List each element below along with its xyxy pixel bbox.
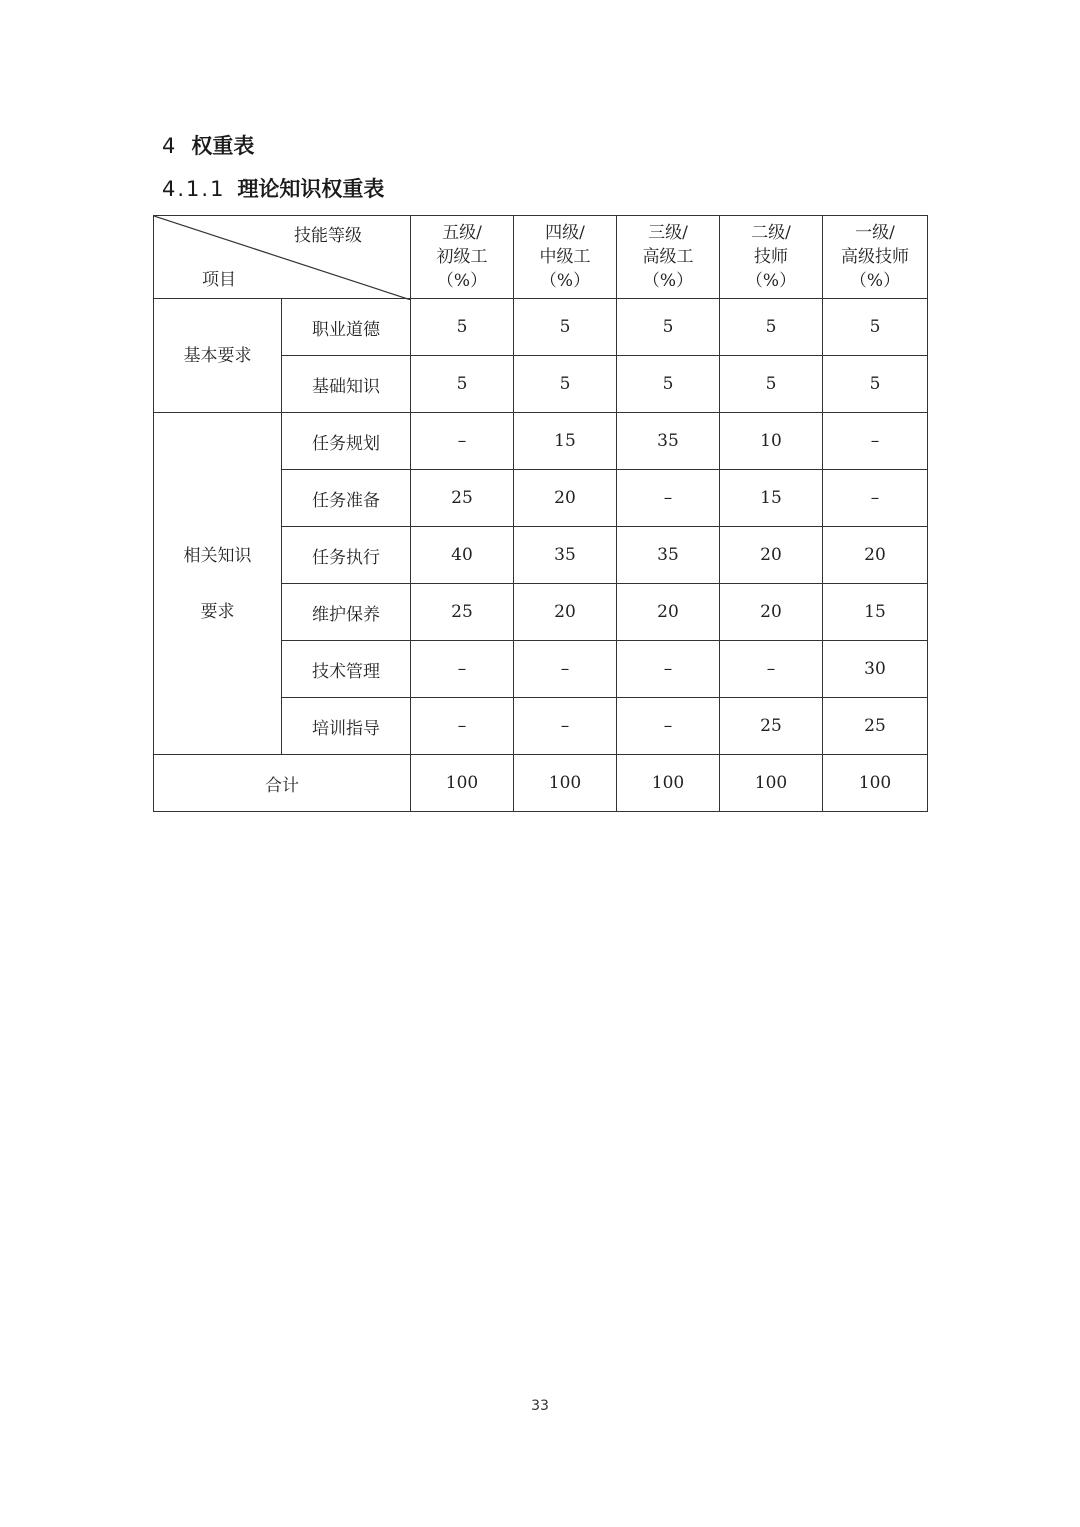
group-label-cell [154,299,282,413]
level-header-line1: 三级/ [648,223,688,243]
subsection-heading [162,173,384,203]
level-header-unit: （%） [849,271,901,291]
total-value-cell: 100 [720,755,823,812]
total-value-cell: 100 [514,755,617,812]
subsection-number: 4.1.1 [162,177,226,201]
item-label-cell: 培训指导 [282,698,411,755]
level-header-line2: 技师 [754,247,788,267]
weight-value-cell: 20 [514,584,617,641]
level-header-cell [720,216,823,299]
weight-value-cell: 20 [617,584,720,641]
level-header-cell [514,216,617,299]
weight-value-cell: 5 [411,299,514,356]
weight-value-cell: 5 [617,356,720,413]
item-label-cell: 任务规划 [282,413,411,470]
level-header-line2: 高级工 [642,247,694,267]
group-label-line: 基本要求 [183,345,252,366]
weight-value-cell: 25 [411,470,514,527]
weight-value-cell: 10 [720,413,823,470]
weight-value-cell: – [411,641,514,698]
weight-value-cell: 20 [823,527,928,584]
weight-value-cell: 5 [823,356,928,413]
weight-value-cell: 5 [823,299,928,356]
weight-value-cell: – [617,641,720,698]
item-label-cell: 职业道德 [282,299,411,356]
weight-value-cell: – [823,413,928,470]
weight-value-cell: – [514,641,617,698]
item-header-label: 项目 [202,270,236,290]
weight-value-cell: 25 [411,584,514,641]
total-row [154,755,928,812]
item-label-cell: 基础知识 [282,356,411,413]
corner-header-cell [154,216,411,299]
weight-value-cell: 35 [514,527,617,584]
group-label-line: 要求 [200,601,235,622]
group-label-line: 相关知识 [183,545,252,566]
section-title: 权重表 [191,134,255,158]
weight-value-cell: 5 [720,356,823,413]
weight-value-cell: 25 [720,698,823,755]
table-header-row [154,216,928,299]
level-header-line1: 一级/ [855,223,895,243]
level-header-line1: 二级/ [751,223,791,243]
weight-value-cell: – [514,698,617,755]
weight-value-cell: – [823,470,928,527]
item-label-cell: 维护保养 [282,584,411,641]
weight-value-cell: 40 [411,527,514,584]
level-header-unit: （%） [642,271,694,291]
total-value-cell: 100 [411,755,514,812]
level-header-cell [617,216,720,299]
weight-value-cell: – [720,641,823,698]
weight-value-cell: 20 [514,470,617,527]
table-row [154,299,928,356]
weight-value-cell: 5 [514,299,617,356]
level-header-cell [823,216,928,299]
total-label-cell: 合计 [154,755,411,812]
item-label-cell: 任务执行 [282,527,411,584]
weight-value-cell: – [617,470,720,527]
weight-value-cell: 35 [617,527,720,584]
level-header-cell [411,216,514,299]
weight-value-cell: 5 [514,356,617,413]
weight-table [153,215,928,812]
weight-value-cell: – [617,698,720,755]
level-header-line2: 高级技师 [841,247,909,267]
level-header-unit: （%） [539,271,591,291]
weight-value-cell: 5 [617,299,720,356]
weight-value-cell: 5 [720,299,823,356]
total-value-cell: 100 [823,755,928,812]
group-label-cell [154,413,282,755]
weight-value-cell: 25 [823,698,928,755]
total-value-cell: 100 [617,755,720,812]
level-header-unit: （%） [745,271,797,291]
weight-value-cell: – [411,698,514,755]
page-number: 33 [531,1398,549,1414]
weight-value-cell: 15 [514,413,617,470]
weight-value-cell: 15 [823,584,928,641]
item-label-cell: 技术管理 [282,641,411,698]
weight-value-cell: 35 [617,413,720,470]
weight-value-cell: – [411,413,514,470]
skill-level-header-label: 技能等级 [294,226,362,246]
level-header-unit: （%） [436,271,488,291]
level-header-line1: 四级/ [545,223,585,243]
weight-value-cell: 5 [411,356,514,413]
weight-value-cell: 15 [720,470,823,527]
level-header-line2: 初级工 [436,247,488,267]
level-header-line2: 中级工 [539,247,591,267]
weight-value-cell: 20 [720,584,823,641]
subsection-title: 理论知识权重表 [237,177,385,201]
weight-value-cell: 20 [720,527,823,584]
weight-value-cell: 30 [823,641,928,698]
section-number: 4 [162,134,176,158]
diagonal-divider [154,216,411,300]
section-heading [162,130,254,160]
level-header-line1: 五级/ [442,223,482,243]
table-row [154,413,928,470]
item-label-cell: 任务准备 [282,470,411,527]
